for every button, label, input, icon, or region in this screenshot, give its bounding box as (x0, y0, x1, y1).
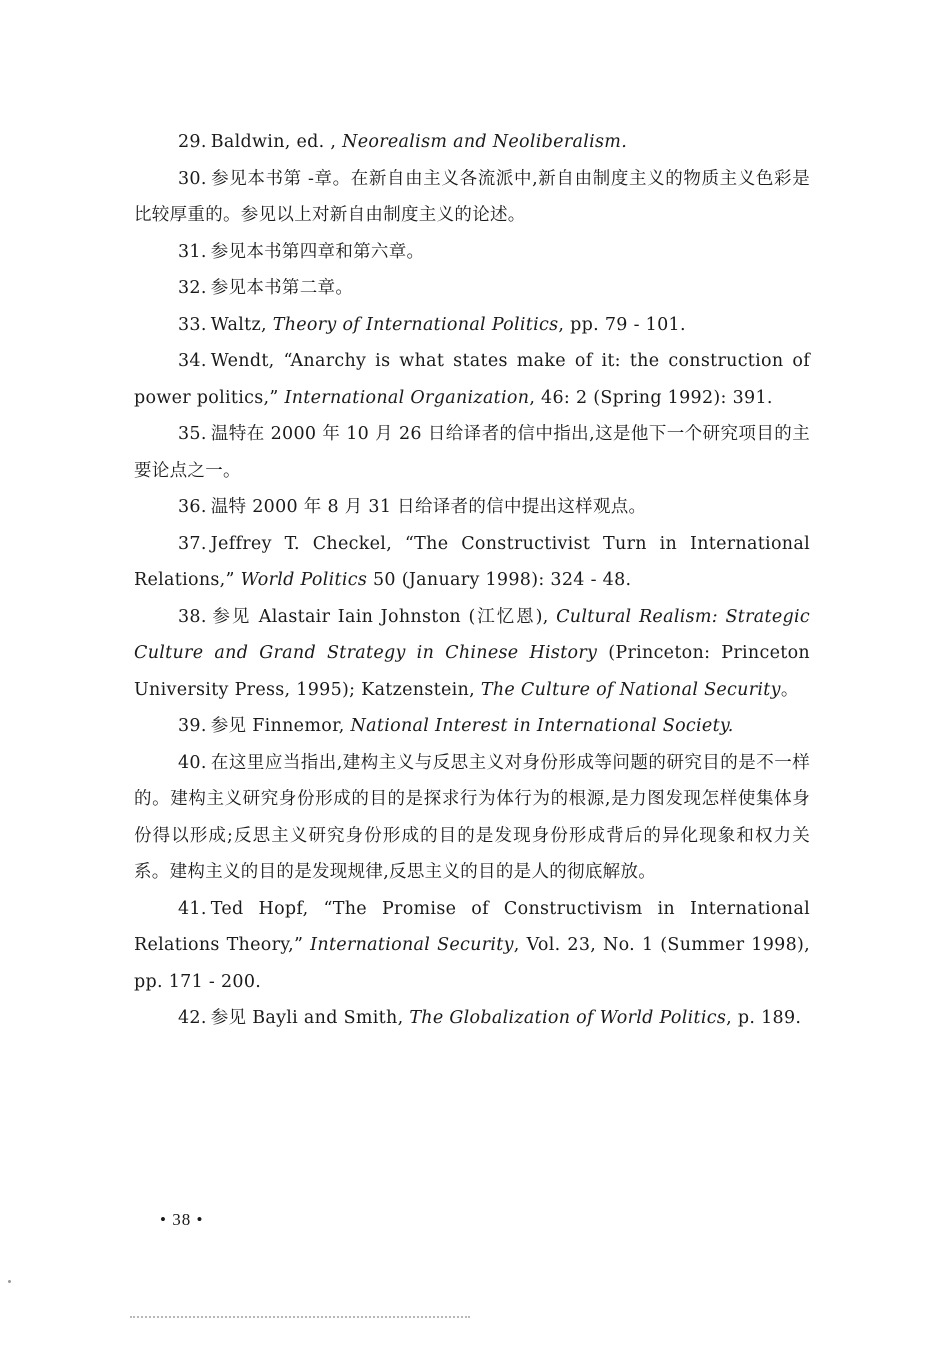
endnote-text: Ted Hopf, “The Promise of Constructivism in International Relations Theory,” (134, 898, 810, 955)
endnote (134, 1000, 810, 1037)
scan-artifact-line (130, 1316, 470, 1318)
endnote (134, 745, 810, 891)
page-number: • 38 • (160, 1210, 204, 1229)
endnote-number: 30. (178, 168, 207, 189)
endnote (134, 270, 810, 307)
endnote-number: 35. (178, 424, 207, 444)
endnote-text: 。 (780, 679, 799, 700)
endnote (134, 307, 810, 344)
endnote-text: Waltz, (210, 314, 273, 335)
endnote-number: 40. (178, 752, 207, 773)
endnote (134, 161, 810, 234)
endnote-number: 38. (178, 606, 207, 627)
endnote-text: , 46: 2 (Spring 1992): 391. (529, 387, 773, 408)
endnote-text: 参见 Alastair Iain Johnston (江忆恩), (210, 606, 557, 627)
endnote-title-italic: The Globalization of World Politics (409, 1008, 727, 1028)
endnote-number: 31. (178, 241, 207, 262)
endnote-text: 温特 2000 年 8 月 31 日给译者的信中提出这样观点。 (210, 497, 647, 517)
endnote-text: Jeffrey T. Checkel, “The Constructivist Turn in International Relations,” (134, 533, 810, 590)
endnote (134, 599, 810, 709)
endnote-title-italic: Theory of International Politics (272, 314, 559, 335)
endnote-text: 在这里应当指出,建构主义与反思主义对身份形成等问题的研究目的是不一样的。建构主义研究身份形成的目的是探求行为体行为的根源,是力图发现怎样使集体身份得以形成;反思主义研究身份形成的目的是发现身份形成背后的异化现象和权力关系。建构主义的目的是发现规律,反思主义的目的是人的彻底解放。 (134, 752, 810, 882)
endnote (134, 343, 810, 416)
endnote-text: 参见 Bayli and Smith, (210, 1008, 410, 1028)
endnote-number: 41. (178, 898, 207, 919)
endnote (134, 891, 810, 1001)
endnote-text: 参见本书第二章。 (210, 278, 354, 298)
endnote-text: 温特在 2000 年 10 月 26 日给译者的信中指出,这是他下一个研究项目的主要论点之一。 (134, 424, 810, 481)
endnote-title-italic: Cultural Realism: Strategic Culture and Grand Strategy in Chinese History (134, 606, 811, 663)
endnote-number: 37. (178, 533, 207, 554)
endnote (134, 708, 810, 745)
endnote-text: Wendt, “Anarchy is what states make of it: the construction of power politics,” (134, 351, 810, 408)
endnote-text: (Princeton: Princeton University Press, 1995); Katzenstein, (134, 643, 810, 700)
endnote-number: 34. (178, 351, 207, 371)
endnote-text: Baldwin, ed. , (210, 132, 343, 152)
endnote-title-italic: The Culture of National Security (480, 679, 781, 700)
endnote (134, 124, 810, 161)
endnote-number: 29. (178, 132, 207, 152)
endnote-title-italic: Neorealism and Neoliberalism. (342, 132, 628, 152)
endnote-title-italic: International Organization (284, 387, 530, 408)
endnotes-list (134, 124, 810, 1037)
endnote (134, 526, 810, 599)
endnote (134, 489, 810, 526)
endnote-number: 42. (178, 1008, 207, 1028)
endnote-number: 32. (178, 278, 207, 298)
scan-artifact-dot (8, 1280, 11, 1283)
endnote (134, 416, 810, 489)
endnote-text: , Vol. 23, No. 1 (Summer 1998), pp. 171 - 200. (134, 935, 811, 992)
endnote-title-italic: International Security (310, 935, 514, 955)
endnote-title-italic: National Interest in International Society. (350, 716, 734, 736)
endnote (134, 234, 810, 271)
endnote-text: , p. 189. (726, 1008, 802, 1028)
endnote-text: 50 (January 1998): 324 - 48. (367, 570, 632, 590)
endnote-text: 参见本书第四章和第六章。 (210, 241, 425, 262)
endnote-number: 39. (178, 716, 207, 736)
endnote-title-italic: World Politics (240, 570, 368, 590)
endnote-text: , pp. 79 - 101. (558, 314, 686, 335)
endnote-number: 36. (178, 497, 207, 517)
endnote-text: 参见 Finnemor, (210, 716, 351, 736)
endnote-text: 参见本书第 -章。在新自由主义各流派中,新自由制度主义的物质主义色彩是比较厚重的。参见以上对新自由制度主义的论述。 (134, 168, 810, 225)
endnote-number: 33. (178, 314, 207, 335)
